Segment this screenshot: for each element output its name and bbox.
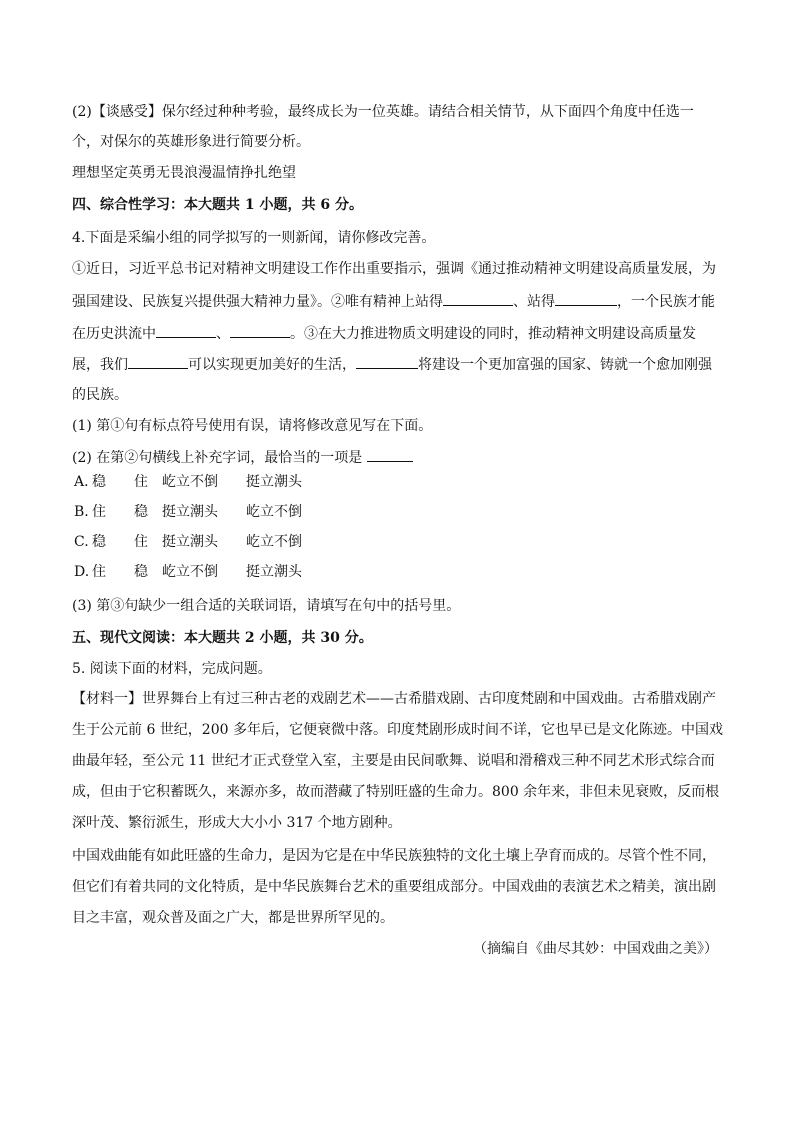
option-c[interactable] [74, 532, 302, 552]
news-line-3-text: 在历史洪流中 [72, 326, 156, 342]
news-line-4-text-c: 将建设一个更加富强的国家、铸就一个愈加刚强 [418, 357, 712, 373]
material-1-line: 但它们有着共同的文化特质，是中华民族舞台艺术的重要组成部分。中国戏曲的表演艺术之精美，演出剧 [72, 879, 716, 895]
answer-blank[interactable] [356, 354, 418, 369]
option-letter: B. [74, 504, 89, 520]
answer-blank[interactable] [555, 291, 617, 306]
option-word-2: 稳 [134, 504, 148, 520]
section-4-heading: 四、综合性学习：本大题共 1 小题，共 6 分。 [72, 197, 363, 213]
news-line-3 [72, 323, 696, 344]
material-1-line: 【材料一】世界舞台上有过三种古老的戏剧艺术——古希腊戏剧、古印度梵剧和中国戏曲。古希腊戏剧产 [72, 691, 716, 707]
news-line-5: 的民族。 [72, 387, 128, 403]
option-word-2: 稳 [134, 564, 148, 580]
option-word-3: 挺立潮头 [162, 534, 218, 550]
question-4-sub-1: (1) 第①句有标点符号使用有误，请将修改意见写在下面。 [72, 418, 433, 434]
option-word-4: 屹立不倒 [246, 504, 302, 520]
news-line-2-text: 强国建设、民族复兴提供强大精神力量》。②唯有精神上站得 [72, 294, 443, 310]
answer-blank[interactable] [156, 323, 216, 338]
question-4-intro: 4.下面是采编小组的同学拟写的一则新闻，请你修改完善。 [72, 230, 436, 246]
material-1-line: 生于公元前 6 世纪，200 多年后，它便衰微中落。印度梵剧形成时间不详，它也早已是文化陈迹。中国戏 [72, 722, 723, 738]
option-word-2: 住 [134, 474, 148, 490]
answer-blank[interactable] [367, 447, 413, 462]
answer-blank[interactable] [128, 354, 188, 369]
question-4-sub-2 [72, 447, 413, 468]
news-line-1: ①近日，习近平总书记对精神文明建设工作作出重要指示，强调《通过推动精神文明建设高质量发展，为 [72, 261, 716, 277]
option-word-1: 住 [92, 504, 106, 520]
option-word-1: 稳 [92, 534, 106, 550]
question-2-line-1: (2)【谈感受】保尔经过种种考验，最终成长为一位英雄。请结合相关情节，从下面四个角度中任选一 [72, 104, 694, 120]
option-d[interactable] [74, 562, 302, 582]
question-4-sub-2-text: (2) 在第②句横线上补充字词，最恰当的一项是 [72, 450, 363, 466]
option-word-1: 住 [92, 564, 106, 580]
question-4-sub-3: (3) 第③句缺少一组合适的关联词语，请填写在句中的括号里。 [72, 598, 461, 614]
option-a[interactable] [74, 472, 302, 492]
option-letter: A. [74, 474, 89, 490]
option-word-3: 屹立不倒 [162, 564, 218, 580]
option-word-3: 挺立潮头 [162, 504, 218, 520]
material-1-line: 目之丰富，观众普及面之广大，都是世界所罕见的。 [72, 910, 394, 926]
section-5-heading: 五、现代文阅读：本大题共 2 小题，共 30 分。 [72, 630, 373, 646]
option-word-2: 住 [134, 534, 148, 550]
news-line-3-text-b: 、 [216, 326, 230, 342]
news-line-2-text-c: ，一个民族才能 [617, 294, 715, 310]
news-line-4 [72, 354, 712, 375]
question-2-angles: 理想坚定英勇无畏浪漫温情挣扎绝望 [72, 165, 296, 181]
news-line-4-text: 展，我们 [72, 357, 128, 373]
option-letter: C. [74, 534, 89, 550]
option-word-4: 挺立潮头 [246, 474, 302, 490]
news-line-2 [72, 291, 715, 312]
question-5-intro: 5. 阅读下面的材料，完成问题。 [72, 661, 272, 677]
material-1-line: 深叶茂、繁衍派生，形成大大小小 317 个地方剧种。 [72, 815, 402, 831]
news-line-4-text-b: 可以实现更加美好的生活， [188, 357, 356, 373]
material-1-line: 曲最年轻，至公元 11 世纪才正式登堂入室，主要是由民间歌舞、说唱和滑稽戏三种不同艺术形式综合而 [72, 753, 715, 769]
material-1-line: 中国戏曲能有如此旺盛的生命力，是因为它是在中华民族独特的文化土壤上孕育而成的。尽管个性不同， [72, 848, 716, 864]
option-word-3: 屹立不倒 [162, 474, 218, 490]
option-b[interactable] [74, 502, 302, 522]
option-word-1: 稳 [92, 474, 106, 490]
answer-blank[interactable] [230, 323, 290, 338]
material-1-line: 成，但由于它积蓄既久，来源亦多，故而潜藏了特别旺盛的生命力。800 余年来，非但未见衰败，反而根 [72, 784, 720, 800]
option-word-4: 挺立潮头 [246, 564, 302, 580]
source-citation: （摘编自《曲尽其妙：中国戏曲之美》） [473, 941, 718, 957]
question-2-line-2: 个，对保尔的英雄形象进行简要分析。 [72, 134, 310, 150]
option-letter: D. [74, 564, 90, 580]
option-word-4: 屹立不倒 [246, 534, 302, 550]
news-line-2-text-b: 、站得 [513, 294, 555, 310]
answer-blank[interactable] [443, 291, 513, 306]
news-line-3-text-c: 。③在大力推进物质文明建设的同时，推动精神文明建设高质量发 [290, 326, 696, 342]
